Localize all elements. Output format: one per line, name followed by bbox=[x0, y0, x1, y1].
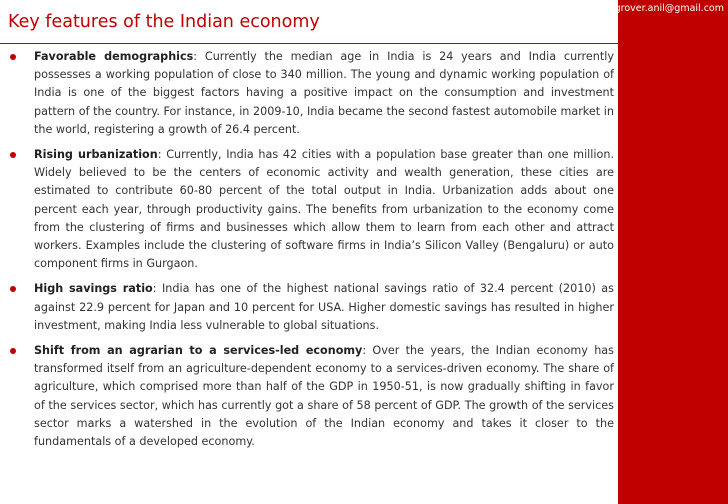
bullet-list bbox=[8, 48, 614, 458]
bullet-item-services-shift bbox=[8, 342, 614, 451]
bullet-item-demographics bbox=[8, 48, 614, 139]
bullet-term: Rising urbanization bbox=[34, 148, 158, 162]
title-divider bbox=[0, 43, 618, 44]
bullet-text: : Currently the median age in India is 24 years and India currently possesses a working population of close to 340 million. The young and dynamic working population of India is one of the biggest factors having a positive impact on the consumption and investment pattern of the country. For instance, in 2009-10, India became the second fastest automobile market in the world, registering a growth of 26.4 percent. bbox=[34, 50, 615, 136]
bullet-item-urbanization bbox=[8, 146, 614, 273]
slide-title: Key features of the Indian economy bbox=[8, 12, 320, 32]
bullet-text: : India has one of the highest national savings ratio of 32.4 percent (2010) as against 22.9 percent for Japan and 10 percent for USA. Higher domestic savings has resulted in higher investment, making India less vulnerable to global situations. bbox=[34, 282, 614, 332]
bullet-text: : Currently, India has 42 cities with a population base greater than one million. Widely believed to be the centers of economic activity and wealth generation, these cities are estimated to contribute 60-80 percent of the total output in India. Urbanization adds about one percent each year, through productivity gains. The benefits from urbanization to the economy come from the clustering of firms and businesses which allow them to learn from each other and attract workers. Examples include the clustering of software firms in India’s Silicon Valley (Bengaluru) or auto component firms in Gurgaon. bbox=[34, 148, 615, 271]
bullet-dot-icon bbox=[10, 152, 16, 158]
bullet-term: High savings ratio bbox=[34, 282, 153, 296]
red-sidebar bbox=[614, 0, 728, 504]
bullet-text: : Over the years, the Indian economy has transformed itself from an agriculture-dependent economy to a services-driven economy. The share of agriculture, which comprised more than half of the GDP in 1950-51, is now gradually shifting in favor of the services sector, which has currently got a share of 58 percent of GDP. The growth of the services sector marks a watershed in the evolution of the Indian economy and takes it closer to the fundamentals of a developed economy. bbox=[34, 344, 614, 449]
bullet-dot-icon bbox=[10, 286, 16, 292]
bullet-item-savings bbox=[8, 280, 614, 335]
bullet-term: Favorable demographics bbox=[34, 50, 194, 63]
author-email: grover.anil@gmail.com bbox=[614, 3, 724, 14]
bullet-dot-icon bbox=[10, 348, 16, 354]
bullet-dot-icon bbox=[10, 54, 16, 60]
bullet-term: Shift from an agrarian to a services-led economy bbox=[34, 344, 363, 358]
